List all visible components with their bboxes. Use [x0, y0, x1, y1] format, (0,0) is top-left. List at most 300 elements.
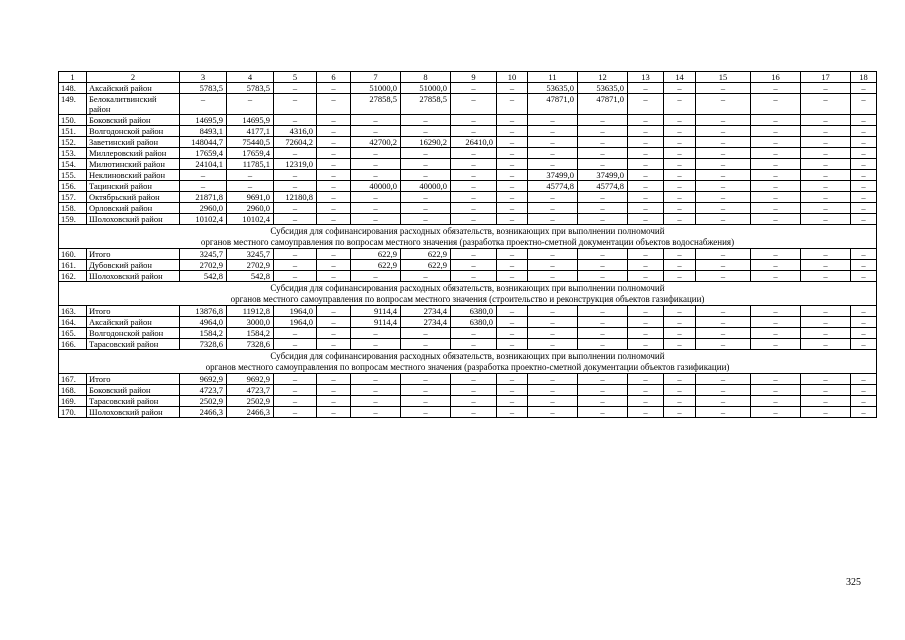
value-cell: –: [851, 249, 877, 260]
value-cell: –: [801, 126, 851, 137]
value-cell: –: [401, 126, 451, 137]
value-cell: –: [851, 328, 877, 339]
value-cell: –: [851, 126, 877, 137]
value-cell: –: [578, 260, 628, 271]
value-cell: –: [628, 214, 664, 225]
value-cell: –: [401, 385, 451, 396]
value-cell: –: [851, 115, 877, 126]
value-cell: 47871,0: [528, 94, 578, 115]
value-cell: –: [497, 249, 528, 260]
value-cell: –: [801, 170, 851, 181]
value-cell: –: [578, 328, 628, 339]
row-number-cell: 157.: [59, 192, 87, 203]
value-cell: 4316,0: [274, 126, 317, 137]
district-name-cell: Волгодонской район: [87, 126, 180, 137]
value-cell: 1584,2: [180, 328, 227, 339]
value-cell: –: [578, 126, 628, 137]
value-cell: 2702,9: [180, 260, 227, 271]
value-cell: –: [497, 396, 528, 407]
value-cell: –: [578, 148, 628, 159]
value-cell: –: [851, 137, 877, 148]
district-name-cell: Шолоховский район: [87, 214, 180, 225]
section-heading: [59, 225, 877, 249]
value-cell: 542,8: [227, 271, 274, 282]
page-number: 325: [846, 577, 861, 588]
value-cell: 24104,1: [180, 159, 227, 170]
value-cell: –: [628, 249, 664, 260]
value-cell: –: [628, 385, 664, 396]
value-cell: –: [317, 115, 351, 126]
value-cell: –: [528, 317, 578, 328]
table-row: [59, 317, 877, 328]
value-cell: –: [696, 181, 751, 192]
value-cell: –: [801, 306, 851, 317]
value-cell: –: [578, 249, 628, 260]
value-cell: –: [851, 339, 877, 350]
row-number-cell: 159.: [59, 214, 87, 225]
value-cell: –: [751, 339, 801, 350]
value-cell: –: [528, 214, 578, 225]
value-cell: 10102,4: [180, 214, 227, 225]
value-cell: –: [317, 170, 351, 181]
value-cell: –: [664, 271, 696, 282]
value-cell: –: [451, 159, 497, 170]
value-cell: –: [696, 192, 751, 203]
value-cell: –: [751, 137, 801, 148]
section-heading-row: [59, 225, 877, 249]
value-cell: –: [451, 396, 497, 407]
district-name-cell: Тацинский район: [87, 181, 180, 192]
value-cell: –: [227, 181, 274, 192]
value-cell: 17659,4: [180, 148, 227, 159]
value-cell: 3000,0: [227, 317, 274, 328]
row-number-cell: 152.: [59, 137, 87, 148]
value-cell: –: [664, 317, 696, 328]
value-cell: –: [317, 396, 351, 407]
value-cell: –: [578, 137, 628, 148]
value-cell: –: [578, 385, 628, 396]
value-cell: –: [851, 181, 877, 192]
value-cell: –: [274, 148, 317, 159]
value-cell: 4964,0: [180, 317, 227, 328]
value-cell: –: [317, 249, 351, 260]
table-row: [59, 192, 877, 203]
value-cell: 14695,9: [227, 115, 274, 126]
table-row: [59, 159, 877, 170]
value-cell: –: [851, 170, 877, 181]
value-cell: –: [401, 374, 451, 385]
row-number-cell: 170.: [59, 407, 87, 418]
value-cell: 622,9: [401, 260, 451, 271]
table-row: [59, 137, 877, 148]
value-cell: –: [180, 94, 227, 115]
value-cell: –: [664, 137, 696, 148]
row-number-cell: 161.: [59, 260, 87, 271]
value-cell: –: [317, 181, 351, 192]
value-cell: –: [528, 374, 578, 385]
value-cell: –: [696, 137, 751, 148]
value-cell: –: [696, 328, 751, 339]
value-cell: –: [401, 339, 451, 350]
value-cell: –: [664, 115, 696, 126]
value-cell: –: [451, 339, 497, 350]
value-cell: –: [751, 396, 801, 407]
value-cell: –: [664, 159, 696, 170]
value-cell: –: [696, 148, 751, 159]
value-cell: 7328,6: [227, 339, 274, 350]
value-cell: –: [317, 137, 351, 148]
value-cell: 9114,4: [351, 306, 401, 317]
value-cell: –: [628, 203, 664, 214]
value-cell: –: [401, 159, 451, 170]
value-cell: –: [851, 407, 877, 418]
value-cell: –: [578, 115, 628, 126]
value-cell: –: [801, 407, 851, 418]
district-name-cell: Заветинский район: [87, 137, 180, 148]
value-cell: 6380,0: [451, 306, 497, 317]
row-number-cell: 151.: [59, 126, 87, 137]
value-cell: –: [497, 203, 528, 214]
value-cell: –: [628, 159, 664, 170]
column-header: 7: [351, 72, 401, 83]
section-heading-line: Субсидия для софинансирования расходных обязательств, возникающих при выполнении полномочий: [270, 226, 665, 236]
value-cell: 9691,0: [227, 192, 274, 203]
value-cell: 622,9: [401, 249, 451, 260]
district-name-cell: Милютинский район: [87, 159, 180, 170]
value-cell: –: [664, 328, 696, 339]
value-cell: –: [801, 148, 851, 159]
value-cell: –: [497, 385, 528, 396]
value-cell: –: [751, 407, 801, 418]
value-cell: –: [351, 159, 401, 170]
value-cell: –: [351, 192, 401, 203]
value-cell: –: [801, 83, 851, 94]
value-cell: –: [801, 396, 851, 407]
column-header: 14: [664, 72, 696, 83]
column-header: 13: [628, 72, 664, 83]
table-row: [59, 115, 877, 126]
value-cell: 3245,7: [227, 249, 274, 260]
value-cell: –: [497, 115, 528, 126]
value-cell: –: [528, 260, 578, 271]
value-cell: –: [274, 407, 317, 418]
table-row: [59, 339, 877, 350]
value-cell: 1584,2: [227, 328, 274, 339]
value-cell: –: [497, 374, 528, 385]
table-body: [59, 72, 877, 418]
value-cell: –: [274, 339, 317, 350]
district-name-cell: Шолоховский район: [87, 271, 180, 282]
value-cell: –: [451, 385, 497, 396]
district-name-cell: Октябрьский район: [87, 192, 180, 203]
value-cell: –: [578, 396, 628, 407]
value-cell: –: [801, 192, 851, 203]
value-cell: –: [628, 148, 664, 159]
value-cell: –: [528, 306, 578, 317]
value-cell: –: [317, 385, 351, 396]
value-cell: –: [664, 214, 696, 225]
value-cell: –: [497, 328, 528, 339]
value-cell: 5783,5: [227, 83, 274, 94]
value-cell: 21871,8: [180, 192, 227, 203]
value-cell: –: [628, 260, 664, 271]
value-cell: –: [497, 83, 528, 94]
district-name-cell: Тарасовский район: [87, 339, 180, 350]
value-cell: –: [751, 115, 801, 126]
value-cell: 542,8: [180, 271, 227, 282]
district-name-cell: Боковский район: [87, 385, 180, 396]
value-cell: –: [664, 192, 696, 203]
value-cell: –: [751, 148, 801, 159]
value-cell: –: [801, 214, 851, 225]
value-cell: 2466,3: [227, 407, 274, 418]
value-cell: –: [696, 126, 751, 137]
value-cell: –: [274, 271, 317, 282]
district-name-cell: Шолоховский район: [87, 407, 180, 418]
value-cell: –: [317, 126, 351, 137]
value-cell: –: [751, 94, 801, 115]
row-number-cell: 165.: [59, 328, 87, 339]
value-cell: –: [497, 339, 528, 350]
value-cell: 5783,5: [180, 83, 227, 94]
value-cell: –: [528, 203, 578, 214]
row-number-cell: 166.: [59, 339, 87, 350]
district-name-cell: Боковский район: [87, 115, 180, 126]
value-cell: 2734,4: [401, 317, 451, 328]
value-cell: –: [528, 192, 578, 203]
value-cell: –: [628, 94, 664, 115]
value-cell: –: [401, 203, 451, 214]
value-cell: –: [401, 271, 451, 282]
table-row: [59, 214, 877, 225]
value-cell: –: [401, 328, 451, 339]
value-cell: –: [274, 214, 317, 225]
value-cell: –: [664, 396, 696, 407]
value-cell: –: [497, 137, 528, 148]
value-cell: –: [274, 396, 317, 407]
value-cell: 2466,3: [180, 407, 227, 418]
value-cell: –: [801, 328, 851, 339]
value-cell: –: [528, 115, 578, 126]
value-cell: –: [351, 385, 401, 396]
value-cell: –: [751, 159, 801, 170]
row-number-cell: 150.: [59, 115, 87, 126]
value-cell: –: [628, 396, 664, 407]
row-number-cell: 169.: [59, 396, 87, 407]
value-cell: –: [274, 181, 317, 192]
value-cell: –: [351, 214, 401, 225]
value-cell: –: [696, 170, 751, 181]
value-cell: –: [351, 396, 401, 407]
section-heading-row: [59, 350, 877, 374]
value-cell: –: [801, 159, 851, 170]
value-cell: –: [578, 214, 628, 225]
value-cell: –: [664, 407, 696, 418]
value-cell: –: [664, 385, 696, 396]
table-row: [59, 328, 877, 339]
value-cell: –: [801, 94, 851, 115]
district-name-cell: Дубовский район: [87, 260, 180, 271]
value-cell: –: [751, 306, 801, 317]
value-cell: –: [751, 260, 801, 271]
value-cell: –: [578, 271, 628, 282]
value-cell: 4177,1: [227, 126, 274, 137]
column-header: 16: [751, 72, 801, 83]
value-cell: –: [696, 159, 751, 170]
section-heading-line: органов местного самоуправления по вопросам местного значения (разработка проектно-сметной документации объектов водоснабжения): [200, 236, 735, 247]
value-cell: –: [751, 181, 801, 192]
value-cell: –: [751, 317, 801, 328]
value-cell: 8493,1: [180, 126, 227, 137]
value-cell: –: [664, 126, 696, 137]
value-cell: –: [180, 181, 227, 192]
value-cell: –: [528, 148, 578, 159]
value-cell: –: [528, 271, 578, 282]
value-cell: 9114,4: [351, 317, 401, 328]
column-header: 1: [59, 72, 87, 83]
value-cell: –: [851, 83, 877, 94]
value-cell: 45774,8: [528, 181, 578, 192]
value-cell: –: [801, 339, 851, 350]
value-cell: –: [851, 374, 877, 385]
value-cell: –: [401, 115, 451, 126]
value-cell: 2960,0: [180, 203, 227, 214]
value-cell: –: [578, 339, 628, 350]
section-heading-line: органов местного самоуправления по вопросам местного значения (строительство и реконструкция объектов газификации): [230, 293, 705, 304]
district-name-cell: Тарасовский район: [87, 396, 180, 407]
value-cell: –: [851, 214, 877, 225]
value-cell: –: [751, 271, 801, 282]
value-cell: –: [801, 249, 851, 260]
value-cell: –: [351, 115, 401, 126]
row-number-cell: 149.: [59, 94, 87, 115]
value-cell: –: [696, 374, 751, 385]
value-cell: –: [451, 328, 497, 339]
value-cell: –: [696, 385, 751, 396]
value-cell: –: [528, 126, 578, 137]
value-cell: –: [451, 192, 497, 203]
value-cell: –: [696, 214, 751, 225]
value-cell: –: [664, 83, 696, 94]
value-cell: –: [317, 317, 351, 328]
column-header: 3: [180, 72, 227, 83]
value-cell: 42700,2: [351, 137, 401, 148]
value-cell: 40000,0: [351, 181, 401, 192]
value-cell: –: [664, 203, 696, 214]
table-row: [59, 203, 877, 214]
column-header: 10: [497, 72, 528, 83]
value-cell: –: [317, 339, 351, 350]
value-cell: –: [628, 306, 664, 317]
table-row: [59, 181, 877, 192]
column-header: 17: [801, 72, 851, 83]
value-cell: –: [451, 115, 497, 126]
value-cell: –: [274, 203, 317, 214]
value-cell: –: [696, 249, 751, 260]
section-heading: [59, 282, 877, 306]
value-cell: –: [801, 374, 851, 385]
value-cell: –: [528, 249, 578, 260]
value-cell: –: [451, 148, 497, 159]
value-cell: –: [851, 192, 877, 203]
data-table: [58, 71, 877, 418]
value-cell: –: [274, 115, 317, 126]
value-cell: 26410,0: [451, 137, 497, 148]
column-header: 12: [578, 72, 628, 83]
table-row: [59, 83, 877, 94]
value-cell: –: [628, 170, 664, 181]
value-cell: –: [696, 396, 751, 407]
district-name-cell: Аксайский район: [87, 83, 180, 94]
value-cell: –: [801, 317, 851, 328]
value-cell: –: [578, 159, 628, 170]
value-cell: –: [401, 396, 451, 407]
value-cell: 53635,0: [578, 83, 628, 94]
value-cell: –: [401, 214, 451, 225]
value-cell: –: [628, 271, 664, 282]
table-row: [59, 148, 877, 159]
value-cell: –: [317, 148, 351, 159]
column-header: 5: [274, 72, 317, 83]
value-cell: –: [696, 306, 751, 317]
value-cell: 3245,7: [180, 249, 227, 260]
value-cell: –: [451, 407, 497, 418]
value-cell: –: [451, 94, 497, 115]
value-cell: –: [801, 203, 851, 214]
row-number-cell: 168.: [59, 385, 87, 396]
value-cell: –: [801, 137, 851, 148]
value-cell: –: [351, 148, 401, 159]
value-cell: 2734,4: [401, 306, 451, 317]
value-cell: –: [317, 374, 351, 385]
value-cell: –: [851, 317, 877, 328]
value-cell: –: [317, 83, 351, 94]
value-cell: –: [317, 271, 351, 282]
value-cell: –: [274, 328, 317, 339]
value-cell: –: [751, 385, 801, 396]
value-cell: –: [628, 328, 664, 339]
value-cell: –: [578, 407, 628, 418]
value-cell: 51000,0: [351, 83, 401, 94]
table-row: [59, 407, 877, 418]
value-cell: –: [628, 374, 664, 385]
table-row: [59, 306, 877, 317]
value-cell: –: [451, 249, 497, 260]
column-header: 11: [528, 72, 578, 83]
column-header: 4: [227, 72, 274, 83]
value-cell: –: [696, 339, 751, 350]
value-cell: –: [317, 260, 351, 271]
table-row: [59, 385, 877, 396]
value-cell: –: [497, 126, 528, 137]
value-cell: –: [451, 374, 497, 385]
value-cell: 12319,0: [274, 159, 317, 170]
district-name-cell: Итого: [87, 374, 180, 385]
value-cell: –: [578, 192, 628, 203]
value-cell: –: [528, 159, 578, 170]
value-cell: –: [851, 385, 877, 396]
value-cell: –: [317, 306, 351, 317]
value-cell: –: [664, 148, 696, 159]
section-heading-line: органов местного самоуправления по вопросам местного значения (разработка проектно-сметной документации объектов газификации): [205, 361, 730, 372]
column-header: 15: [696, 72, 751, 83]
column-header: 6: [317, 72, 351, 83]
value-cell: 75440,5: [227, 137, 274, 148]
section-heading-line: Субсидия для софинансирования расходных обязательств, возникающих при выполнении полномочий: [270, 351, 665, 361]
value-cell: –: [317, 203, 351, 214]
value-cell: 622,9: [351, 249, 401, 260]
value-cell: –: [528, 137, 578, 148]
